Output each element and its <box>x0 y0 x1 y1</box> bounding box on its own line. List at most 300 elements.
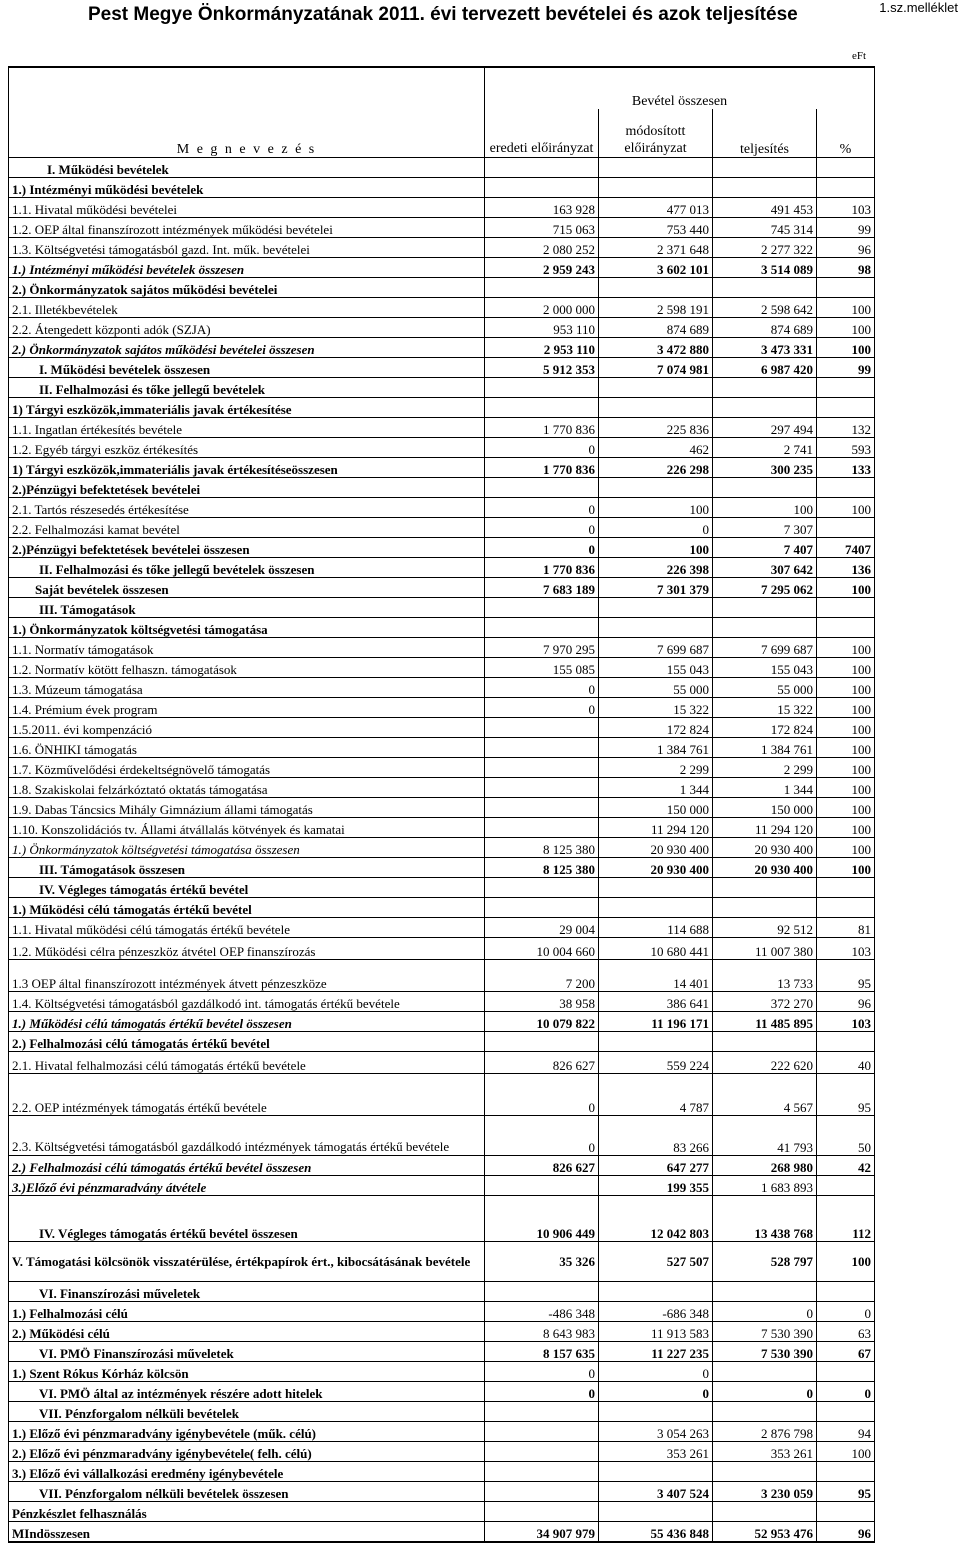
row-label: Pénzkészlet felhasználás <box>9 1502 485 1522</box>
value-pct <box>817 598 875 618</box>
value-original <box>485 1462 599 1482</box>
value-original <box>485 878 599 898</box>
value-actual: 0 <box>713 1382 817 1402</box>
value-original <box>485 178 599 198</box>
table-row <box>9 638 875 658</box>
value-modified <box>599 378 713 398</box>
value-actual: 2 598 642 <box>713 298 817 318</box>
value-modified: 225 836 <box>599 418 713 438</box>
table-row <box>9 1402 875 1422</box>
value-pct: 100 <box>817 658 875 678</box>
table-row <box>9 278 875 298</box>
value-modified <box>599 178 713 198</box>
value-pct <box>817 878 875 898</box>
value-actual: 300 235 <box>713 458 817 478</box>
table-row <box>9 558 875 578</box>
table-row <box>9 838 875 858</box>
value-original: 7 200 <box>485 960 599 992</box>
row-label: 1.) Önkormányzatok költségvetési támogatása <box>9 618 485 638</box>
value-actual: 7 530 390 <box>713 1322 817 1342</box>
row-label: I. Működési bevételek <box>9 158 485 178</box>
table-row <box>9 1012 875 1032</box>
value-original <box>485 618 599 638</box>
value-actual: 745 314 <box>713 218 817 238</box>
value-original <box>485 1482 599 1502</box>
value-actual: 92 512 <box>713 918 817 938</box>
value-modified <box>599 1282 713 1302</box>
value-original <box>485 1502 599 1522</box>
value-pct: 7407 <box>817 538 875 558</box>
row-label: 2.) Felhalmozási célú támogatás értékű bevétel <box>9 1032 485 1052</box>
value-modified: 3 407 524 <box>599 1482 713 1502</box>
value-pct: 100 <box>817 318 875 338</box>
table-row <box>9 938 875 960</box>
value-actual: 372 270 <box>713 992 817 1012</box>
value-original <box>485 818 599 838</box>
value-modified: 527 507 <box>599 1242 713 1282</box>
value-modified: 15 322 <box>599 698 713 718</box>
table-row <box>9 318 875 338</box>
value-actual: 3 473 331 <box>713 338 817 358</box>
value-original: 2 959 243 <box>485 258 599 278</box>
value-actual <box>713 1402 817 1422</box>
value-pct: 100 <box>817 638 875 658</box>
table-row <box>9 618 875 638</box>
value-actual: 7 530 390 <box>713 1342 817 1362</box>
value-actual: 55 000 <box>713 678 817 698</box>
value-pct <box>817 1362 875 1382</box>
value-pct: 100 <box>817 818 875 838</box>
value-actual: 7 699 687 <box>713 638 817 658</box>
row-label: VI. PMÖ Finanszírozási műveletek <box>9 1342 485 1362</box>
value-original: 8 125 380 <box>485 858 599 878</box>
row-label: 2.) Működési célú <box>9 1322 485 1342</box>
table-row <box>9 1052 875 1074</box>
table-row <box>9 538 875 558</box>
row-label: VI. Finanszírozási műveletek <box>9 1282 485 1302</box>
value-pct: 103 <box>817 198 875 218</box>
row-label: Saját bevételek összesen <box>9 578 485 598</box>
table-row <box>9 738 875 758</box>
value-original <box>485 738 599 758</box>
value-modified: 226 398 <box>599 558 713 578</box>
table-row <box>9 718 875 738</box>
table-row <box>9 778 875 798</box>
value-actual: 1 683 893 <box>713 1176 817 1196</box>
value-original: 0 <box>485 698 599 718</box>
value-original: 0 <box>485 438 599 458</box>
value-original <box>485 778 599 798</box>
value-pct: 0 <box>817 1302 875 1322</box>
revenue-table <box>8 66 875 1543</box>
table-row <box>9 418 875 438</box>
table-row <box>9 1116 875 1156</box>
table-row <box>9 878 875 898</box>
value-actual: 7 295 062 <box>713 578 817 598</box>
value-pct: 136 <box>817 558 875 578</box>
row-label: 1.4. Prémium évek program <box>9 698 485 718</box>
value-actual: 2 299 <box>713 758 817 778</box>
value-original <box>485 758 599 778</box>
value-actual <box>713 378 817 398</box>
value-original: 1 770 836 <box>485 558 599 578</box>
value-pct <box>817 178 875 198</box>
value-pct: 50 <box>817 1116 875 1156</box>
table-row <box>9 258 875 278</box>
table-row <box>9 378 875 398</box>
value-modified <box>599 598 713 618</box>
table-row <box>9 338 875 358</box>
value-pct: 94 <box>817 1422 875 1442</box>
value-original <box>485 378 599 398</box>
value-actual: 2 741 <box>713 438 817 458</box>
row-label: 1.) Felhalmozási célú <box>9 1302 485 1322</box>
value-modified: 2 598 191 <box>599 298 713 318</box>
row-label: 2.3. Költségvetési támogatásból gazdálkodó intézmények támogatás értékű bevétele <box>9 1116 485 1156</box>
table-row <box>9 1196 875 1242</box>
value-original <box>485 898 599 918</box>
row-label: V. Támogatási kölcsönök visszatérülése, értékpapírok ért., kibocsátásának bevétele <box>9 1242 485 1282</box>
value-modified: 4 787 <box>599 1074 713 1116</box>
value-original: 826 627 <box>485 1052 599 1074</box>
row-label: IV. Végleges támogatás értékű bevétel <box>9 878 485 898</box>
table-row <box>9 658 875 678</box>
row-label: 1.1. Hivatal működési célú támogatás értékű bevétele <box>9 918 485 938</box>
value-modified: 3 472 880 <box>599 338 713 358</box>
value-modified: 0 <box>599 1362 713 1382</box>
value-modified <box>599 478 713 498</box>
value-modified: -686 348 <box>599 1302 713 1322</box>
row-label: 1.) Működési célú támogatás értékű bevétel összesen <box>9 1012 485 1032</box>
table-row <box>9 298 875 318</box>
column-header-modified: módosított előirányzat <box>599 109 713 157</box>
row-label: 2.1. Hivatal felhalmozási célú támogatás értékű bevétele <box>9 1052 485 1074</box>
value-pct: 100 <box>817 338 875 358</box>
table-row <box>9 1342 875 1362</box>
value-actual: 7 307 <box>713 518 817 538</box>
table-row <box>9 818 875 838</box>
value-modified <box>599 898 713 918</box>
row-label: 1.9. Dabas Táncsics Mihály Gimnázium állami támogatás <box>9 798 485 818</box>
value-modified: 386 641 <box>599 992 713 1012</box>
value-pct: 100 <box>817 758 875 778</box>
value-modified <box>599 878 713 898</box>
value-modified: 83 266 <box>599 1116 713 1156</box>
table-row <box>9 1502 875 1522</box>
value-modified: 199 355 <box>599 1176 713 1196</box>
value-original: 8 125 380 <box>485 838 599 858</box>
value-original <box>485 478 599 498</box>
table-row <box>9 438 875 458</box>
value-pct <box>817 398 875 418</box>
value-modified: 0 <box>599 1382 713 1402</box>
row-label: 1.10. Konszolidációs tv. Állami átvállalás kötvények és kamatai <box>9 818 485 838</box>
value-pct: 0 <box>817 1382 875 1402</box>
table-row <box>9 960 875 992</box>
value-pct <box>817 1282 875 1302</box>
table-row <box>9 898 875 918</box>
value-actual: 297 494 <box>713 418 817 438</box>
row-label: 2.)Pénzügyi befektetések bevételei összesen <box>9 538 485 558</box>
row-label: 2.1. Illetékbevételek <box>9 298 485 318</box>
value-original: 0 <box>485 678 599 698</box>
value-pct <box>817 518 875 538</box>
value-actual: 20 930 400 <box>713 838 817 858</box>
value-original <box>485 1402 599 1422</box>
value-pct: 100 <box>817 738 875 758</box>
value-pct: 100 <box>817 778 875 798</box>
value-actual: 2 876 798 <box>713 1422 817 1442</box>
value-original: 2 000 000 <box>485 298 599 318</box>
table-row <box>9 678 875 698</box>
value-actual: 41 793 <box>713 1116 817 1156</box>
value-pct <box>817 478 875 498</box>
value-pct: 100 <box>817 498 875 518</box>
table-row <box>9 478 875 498</box>
table-row <box>9 1156 875 1176</box>
value-pct <box>817 278 875 298</box>
value-original: 953 110 <box>485 318 599 338</box>
column-header-actual: teljesítés <box>713 109 817 157</box>
row-label: VII. Pénzforgalom nélküli bevételek <box>9 1402 485 1422</box>
value-original: 34 907 979 <box>485 1522 599 1543</box>
value-modified: 100 <box>599 538 713 558</box>
row-label: 2.) Önkormányzatok sajátos működési bevételei összesen <box>9 338 485 358</box>
value-pct: 100 <box>817 298 875 318</box>
value-original: 2 953 110 <box>485 338 599 358</box>
value-actual: 13 733 <box>713 960 817 992</box>
value-modified <box>599 398 713 418</box>
value-actual: 6 987 420 <box>713 358 817 378</box>
value-modified: 100 <box>599 498 713 518</box>
column-header-pct: % <box>817 109 875 157</box>
value-actual: 874 689 <box>713 318 817 338</box>
row-label: IV. Végleges támogatás értékű bevétel összesen <box>9 1196 485 1242</box>
table-row <box>9 1176 875 1196</box>
value-pct <box>817 378 875 398</box>
value-actual: 353 261 <box>713 1442 817 1462</box>
value-actual <box>713 398 817 418</box>
value-actual: 222 620 <box>713 1052 817 1074</box>
value-actual <box>713 1462 817 1482</box>
row-label: 1.2. Egyéb tárgyi eszköz értékesítés <box>9 438 485 458</box>
value-actual: 11 294 120 <box>713 818 817 838</box>
value-modified <box>599 1502 713 1522</box>
value-pct: 100 <box>817 858 875 878</box>
value-pct: 95 <box>817 960 875 992</box>
value-pct: 100 <box>817 1242 875 1282</box>
value-modified <box>599 618 713 638</box>
table-row <box>9 1302 875 1322</box>
row-label: II. Felhalmozási és tőke jellegű bevételek <box>9 378 485 398</box>
value-actual: 1 344 <box>713 778 817 798</box>
value-original: 10 906 449 <box>485 1196 599 1242</box>
row-label: 2.2. OEP intézmények támogatás értékű bevétele <box>9 1074 485 1116</box>
value-pct <box>817 158 875 178</box>
value-original: 0 <box>485 538 599 558</box>
row-label: 1.4. Költségvetési támogatásból gazdálkodó int. támogatás értékű bevétele <box>9 992 485 1012</box>
unit-label: eFt <box>852 50 867 62</box>
value-original: 1 770 836 <box>485 418 599 438</box>
value-modified: 647 277 <box>599 1156 713 1176</box>
value-actual <box>713 158 817 178</box>
value-actual: 3 514 089 <box>713 258 817 278</box>
row-label: 1.) Működési célú támogatás értékű bevétel <box>9 898 485 918</box>
value-original <box>485 1176 599 1196</box>
value-original: 0 <box>485 1362 599 1382</box>
value-modified: 477 013 <box>599 198 713 218</box>
table-row <box>9 698 875 718</box>
value-actual: 11 485 895 <box>713 1012 817 1032</box>
value-actual <box>713 598 817 618</box>
row-label: MIndösszesen <box>9 1522 485 1543</box>
value-actual <box>713 1282 817 1302</box>
row-label: 1.1. Hivatal működési bevételei <box>9 198 485 218</box>
table-row <box>9 758 875 778</box>
value-modified: 11 196 171 <box>599 1012 713 1032</box>
value-modified: 2 299 <box>599 758 713 778</box>
value-modified: 2 371 648 <box>599 238 713 258</box>
value-modified: 11 227 235 <box>599 1342 713 1362</box>
value-original <box>485 1032 599 1052</box>
table-row <box>9 518 875 538</box>
value-pct: 100 <box>817 838 875 858</box>
value-original: 0 <box>485 1382 599 1402</box>
row-label: I. Működési bevételek összesen <box>9 358 485 378</box>
value-actual <box>713 878 817 898</box>
value-original: 10 079 822 <box>485 1012 599 1032</box>
row-label: 1) Tárgyi eszközök,immateriális javak értékesítéseösszesen <box>9 458 485 478</box>
value-pct: 103 <box>817 938 875 960</box>
value-pct <box>817 898 875 918</box>
table-row <box>9 1032 875 1052</box>
value-pct: 112 <box>817 1196 875 1242</box>
value-actual <box>713 1032 817 1052</box>
page-title: Pest Megye Önkormányzatának 2011. évi tervezett bevételei és azok teljesítése <box>88 4 798 25</box>
value-modified: 753 440 <box>599 218 713 238</box>
value-modified: 0 <box>599 518 713 538</box>
value-original: 1 770 836 <box>485 458 599 478</box>
value-modified: 226 298 <box>599 458 713 478</box>
table-row <box>9 198 875 218</box>
value-modified: 7 074 981 <box>599 358 713 378</box>
value-modified <box>599 278 713 298</box>
value-pct: 100 <box>817 698 875 718</box>
value-original: 8 643 983 <box>485 1322 599 1342</box>
value-pct: 99 <box>817 218 875 238</box>
value-actual: 7 407 <box>713 538 817 558</box>
table-row <box>9 1282 875 1302</box>
table-row <box>9 598 875 618</box>
table-row <box>9 1074 875 1116</box>
row-label: 1.2. Működési célra pénzeszköz átvétel OEP finanszírozás <box>9 938 485 960</box>
value-modified: 462 <box>599 438 713 458</box>
row-label: 1.2. OEP által finanszírozott intézmények működési bevételei <box>9 218 485 238</box>
value-actual <box>713 478 817 498</box>
value-modified: 1 384 761 <box>599 738 713 758</box>
value-original <box>485 598 599 618</box>
value-pct: 98 <box>817 258 875 278</box>
value-pct: 133 <box>817 458 875 478</box>
row-label: VI. PMÖ által az intézmények részére adott hitelek <box>9 1382 485 1402</box>
row-label: 2.) Előző évi pénzmaradvány igénybevétele( felh. célú) <box>9 1442 485 1462</box>
table-row <box>9 218 875 238</box>
value-original: 0 <box>485 498 599 518</box>
value-original <box>485 1422 599 1442</box>
column-header-name: M e g n e v e z é s <box>9 67 485 158</box>
value-original: 0 <box>485 1074 599 1116</box>
row-label: III. Támogatások <box>9 598 485 618</box>
value-original: 2 080 252 <box>485 238 599 258</box>
value-actual: 2 277 322 <box>713 238 817 258</box>
row-label: 1.6. ÖNHIKI támogatás <box>9 738 485 758</box>
value-original: 826 627 <box>485 1156 599 1176</box>
row-label: 1.) Önkormányzatok költségvetési támogatása összesen <box>9 838 485 858</box>
column-header-original: eredeti előirányzat <box>485 109 599 157</box>
value-pct: 63 <box>817 1322 875 1342</box>
value-modified: 14 401 <box>599 960 713 992</box>
value-pct: 100 <box>817 798 875 818</box>
row-label: 1.) Intézményi működési bevételek összesen <box>9 258 485 278</box>
table-row <box>9 1462 875 1482</box>
value-modified: 55 436 848 <box>599 1522 713 1543</box>
table-row <box>9 1442 875 1462</box>
value-modified: 874 689 <box>599 318 713 338</box>
value-modified: 11 294 120 <box>599 818 713 838</box>
table-row <box>9 178 875 198</box>
table-row <box>9 358 875 378</box>
row-label: II. Felhalmozási és tőke jellegű bevételek összesen <box>9 558 485 578</box>
row-label: 1.1. Ingatlan értékesítés bevétele <box>9 418 485 438</box>
table-row <box>9 992 875 1012</box>
value-pct: 96 <box>817 238 875 258</box>
value-actual: 11 007 380 <box>713 938 817 960</box>
value-modified: 10 680 441 <box>599 938 713 960</box>
table-row <box>9 498 875 518</box>
value-modified: 7 301 379 <box>599 578 713 598</box>
value-actual <box>713 178 817 198</box>
value-modified: 172 824 <box>599 718 713 738</box>
row-label: 1.) Intézményi működési bevételek <box>9 178 485 198</box>
value-actual: 1 384 761 <box>713 738 817 758</box>
value-pct: 132 <box>817 418 875 438</box>
table-row <box>9 1522 875 1543</box>
value-original: 7 683 189 <box>485 578 599 598</box>
value-pct: 95 <box>817 1482 875 1502</box>
value-actual: 52 953 476 <box>713 1522 817 1543</box>
value-modified: 20 930 400 <box>599 838 713 858</box>
value-actual: 150 000 <box>713 798 817 818</box>
value-modified: 114 688 <box>599 918 713 938</box>
value-modified <box>599 1462 713 1482</box>
table-row <box>9 458 875 478</box>
value-actual: 0 <box>713 1302 817 1322</box>
value-pct: 95 <box>817 1074 875 1116</box>
value-modified: 20 930 400 <box>599 858 713 878</box>
value-actual: 172 824 <box>713 718 817 738</box>
row-label: 2.1. Tartós részesedés értékesítése <box>9 498 485 518</box>
value-actual: 4 567 <box>713 1074 817 1116</box>
value-modified <box>599 1402 713 1422</box>
value-original: 7 970 295 <box>485 638 599 658</box>
row-label: 2.) Felhalmozási célú támogatás értékű bevétel összesen <box>9 1156 485 1176</box>
value-original <box>485 718 599 738</box>
table-row <box>9 798 875 818</box>
row-label: 3.) Előző évi vállalkozási eredmény igénybevétele <box>9 1462 485 1482</box>
table-row <box>9 858 875 878</box>
value-pct <box>817 1032 875 1052</box>
value-original: 163 928 <box>485 198 599 218</box>
